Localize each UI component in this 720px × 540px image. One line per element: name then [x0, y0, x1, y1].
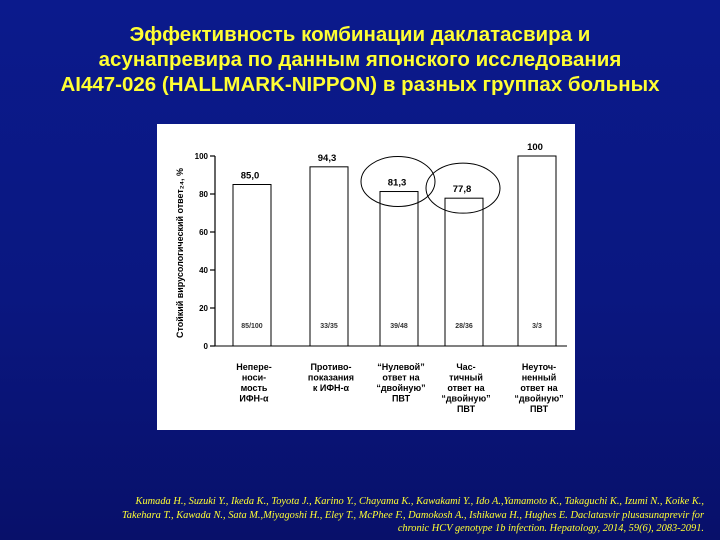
- bar: [518, 156, 556, 346]
- title-line: Эффективность комбинации даклатасвира и: [129, 23, 591, 46]
- bar: [233, 185, 271, 347]
- bar-count-label: 33/35: [320, 323, 338, 330]
- y-tick-label: 100: [194, 152, 208, 161]
- category-label: ответ на: [520, 383, 558, 393]
- category-label: показания: [307, 372, 355, 383]
- citation-line: Kumada H., Suzuki Y., Ikeda K., Toyota J., Karino Y., Chayama K., Kawakami Y., Ido A.,Yamamoto K., Takaguchi K., Izumi N., Koike K.,: [135, 496, 704, 507]
- category-label: ПВТ: [529, 404, 549, 414]
- bar-value-label: 77,8: [452, 184, 472, 196]
- category-label: к ИФН-α: [312, 383, 350, 393]
- chart-panel: [157, 124, 575, 430]
- title-line: AI447-026 (HALLMARK-NIPPON) в разных группах больных: [60, 73, 660, 96]
- bar-count-label: 28/36: [455, 323, 473, 330]
- bar: [310, 167, 348, 346]
- category-label: ответ на: [447, 383, 485, 393]
- category-label: тичный: [449, 372, 483, 383]
- y-tick-label: 80: [199, 190, 208, 199]
- slide-title: [0, 22, 720, 97]
- category-label: ответ на: [382, 372, 420, 383]
- category-label: Час-: [456, 362, 476, 372]
- bar-value-label: 94,3: [317, 152, 337, 164]
- category-label: “двойную”: [441, 393, 491, 404]
- bar-value-label: 100: [527, 142, 543, 153]
- category-label: ПВТ: [456, 404, 476, 414]
- category-label: “двойную”: [376, 383, 426, 393]
- bar-chart: [157, 124, 575, 430]
- category-label: ненный: [521, 372, 557, 383]
- y-tick-label: 20: [199, 304, 208, 313]
- category-label: “двойную”: [514, 393, 564, 404]
- category-label: носи-: [241, 372, 267, 383]
- bar-count-label: 3/3: [532, 323, 542, 330]
- category-label: “Нулевой”: [377, 362, 425, 372]
- category-label: Противо-: [310, 362, 352, 372]
- bar-value-label: 81,3: [387, 177, 407, 189]
- y-tick-label: 0: [203, 342, 208, 351]
- citation-line: chronic HCV genotype 1b infection. Hepatology, 2014, 59(6), 2083-2091.: [397, 523, 704, 534]
- bar-value-label: 85,0: [240, 170, 260, 182]
- category-label: Неуточ-: [521, 362, 557, 372]
- citation: [18, 495, 704, 536]
- category-label: ПВТ: [391, 393, 411, 404]
- y-tick-label: 40: [199, 266, 208, 275]
- category-label: Непере-: [236, 362, 272, 372]
- y-tick-label: 60: [199, 228, 208, 237]
- bar-count-label: 85/100: [241, 323, 263, 330]
- citation-line: Takehara T., Kawada N., Sata M.,Miyagoshi H., Eley T., McPhee F., Damokosh A., Ishikawa H., Hughes E. Daclatasvir plusasunaprevir for: [121, 509, 704, 521]
- bar-count-label: 39/48: [390, 323, 408, 330]
- category-label: мость: [240, 383, 268, 393]
- title-line: асунапревира по данным японского исследования: [98, 48, 622, 71]
- category-label: ИФН-α: [239, 393, 269, 404]
- y-axis-title: Стойкий вирусологический ответ₂₄, %: [175, 157, 186, 338]
